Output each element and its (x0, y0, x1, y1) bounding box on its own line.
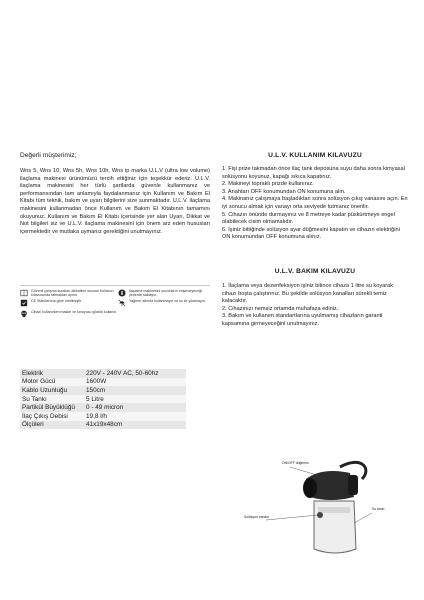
intro-paragraph: Wns 5, Wns 10, Wns 5h, Wns 10h, Wns ip marka U.L.V (ultra low volume) ilaçlama makinesi ürünümüzü tercih ettiğiniz için teşekkür ederiz. U.L.V. ilaçlama makinesini her türlü şartlarda güvenle kullanmanız ve performansından tam anlamıyla faydalanmanız için Kullanım ve Bakım El Kitabı tüm teknik, bakım ve uyarı bilgilerini size sunmaktadır. U.L.V. ilaçlama makinesini kullanmadan önce Kullanım ve Bakım El Kitabının tamamını okuyunuz. Kullanım ve Bakım El Kitabı içerisinde yer alan Uyarı, Dikkat ve Not bilgileri siz ve U.L.V. ilaçlama makinesini için önem arz eden hususları içermektedir ve mutlaka uymanız gerektiğini unutmayınız. (20, 168, 210, 235)
spec-table (20, 369, 186, 429)
warning-item: Güvenli çalışma kuralları dikkatlice okunan Kullanıcı kılavuzunda tatmaktan ayırın. (20, 289, 120, 298)
list-item: 3. Anahtarı OFF konumundan ON konumuna alın. (222, 188, 346, 195)
valve-label: Solüsyon vanası (244, 515, 269, 519)
care-steps (222, 283, 408, 329)
list-item: 5. Cihazın önünde durmayınız ve 8 metreye kadar püskürtmeye engel olabilecek cisim olmamalıdır. (222, 211, 395, 226)
table-row: Elektrik 220V - 240V AC, 50-60hz (20, 369, 186, 378)
tank-label: Su tankı (372, 507, 385, 511)
usage-steps (222, 166, 408, 242)
list-item: 6. İşiniz bittiğinde solüsyon ayar düğmesini kapatın ve cihazın elektriğini ON konumundan OFF konumuna alınız. (222, 226, 400, 241)
warning-item: CE Standartına göre üretilmiştir. (20, 299, 120, 307)
table-row: Motor Gücü 1600W (20, 378, 186, 387)
warning-item: Cihazı kullanırken maske ve koruyucu gözlük kullanın. (20, 310, 120, 318)
table-row: Su Tankı 5 Litre (20, 395, 186, 404)
greeting: Değerli müşterimiz; (20, 152, 77, 159)
list-item: 2. Makineyi topraklı prizde kullanınız. (222, 181, 314, 188)
no-child-icon (118, 289, 126, 297)
sprayer-figure (222, 445, 408, 565)
list-item: 1. İlaçlama veya dezenfeksiyon işiniz bitince cihaza 1 litre su koyarak cihazı boşta çalıştırınız. Bu şekilde solüsyon kanalları sürekli temiz kalacaktır. (222, 283, 394, 305)
table-row: İlaç Çıkış Debisi 19,8 l/h (20, 412, 186, 421)
skull-icon (20, 310, 28, 318)
list-item: 1. Fişi prize takmadan önce ilaç tank deposuna suyu daha sonra kimyasal solüsyonu koyunuz, kapağı sıkıca kapatınız. (222, 166, 405, 180)
switch-label: ON/OFF düğmesi (282, 461, 309, 465)
sprayer-illustration (222, 445, 408, 565)
warning-item: İlaçlama makinesini çocukların erişemeyeceği yerlerde saklayın. (118, 289, 210, 298)
care-title: U.L.V. BAKIM KILAVUZU (274, 268, 356, 275)
warning-item: Yağmur altında kullanmayın ve su ile yıkamayın. (118, 299, 210, 307)
warnings-divider (20, 285, 210, 286)
table-row: Partikül Büyüklüğü 0 - 49 micron (20, 403, 186, 412)
list-item: 3. Bakım ve kullanım standartlarına uyulmamış cihazların garanti kapsamına girmeyeceğini unutmayınız. (222, 313, 383, 327)
book-icon (20, 289, 28, 297)
list-item: 2. Cihazınızı nemsiz ortamda muhafaza ediniz. (222, 305, 339, 312)
no-rain-icon (118, 299, 126, 307)
list-item: 4. Makinanız çalışmaya başladıktan sonra solüsyon çıkış vanasını açın. En iyi sonucu almak için vanayı orta seviyede tutmanız önerilir. (222, 196, 408, 210)
table-row: Ölçüleri 41x19x48cm (20, 421, 186, 430)
usage-title: U.L.V. KULLANIM KILAVUZU (268, 152, 362, 159)
standard-icon (20, 299, 28, 307)
table-row: Kablo Uzunluğu 150cm (20, 386, 186, 395)
